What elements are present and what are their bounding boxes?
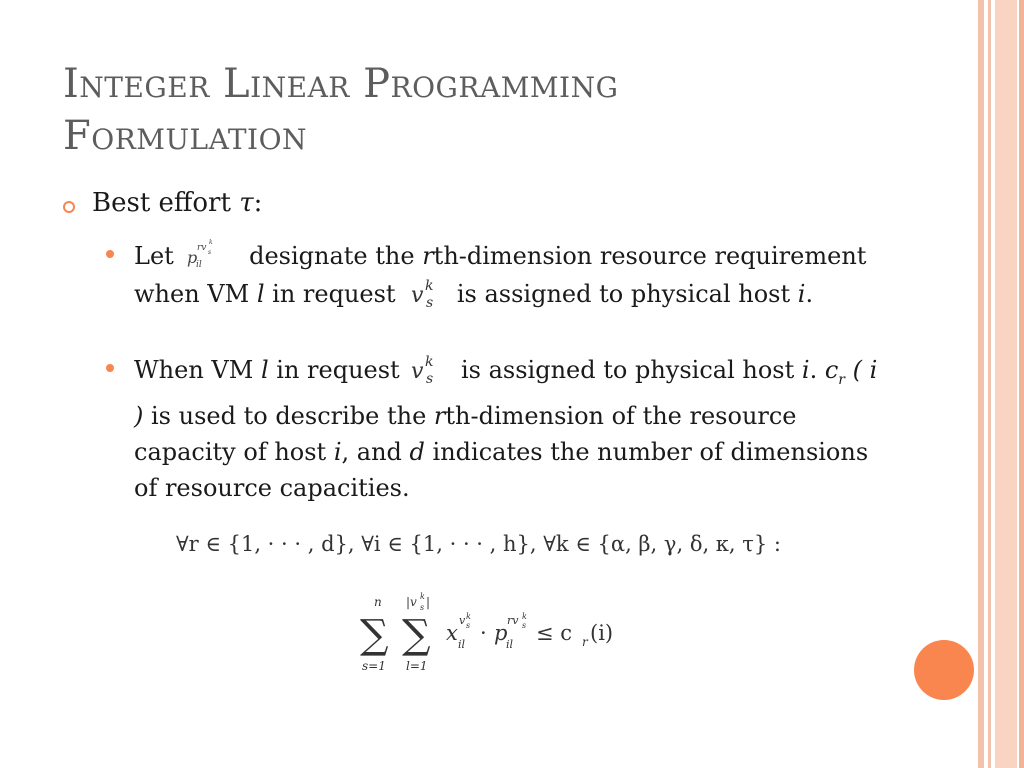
- p-sup-s: s: [522, 621, 527, 630]
- quantifier-equation: ∀r ∈ {1, · · · , d}, ∀i ∈ {1, · · · , h}, ∀k ∈ {α, β, γ, δ, κ, τ} :: [176, 532, 782, 556]
- p-sup: rv: [507, 614, 519, 627]
- svg-text:s: s: [208, 249, 212, 256]
- decorative-circle: [914, 640, 974, 700]
- x-sub: il: [458, 638, 466, 651]
- stripe: [988, 0, 991, 768]
- i-var: i: [801, 356, 810, 384]
- bullet-item-when: [134, 350, 884, 506]
- title-line-1: Integer Linear Programming: [63, 61, 619, 107]
- i-var: i: [797, 280, 806, 308]
- leq-c: ≤ c: [536, 621, 573, 645]
- stripe: [995, 0, 1017, 768]
- sum2-bottom: l=1: [406, 659, 428, 673]
- svg-text:v: v: [411, 283, 424, 308]
- i-var: i: [333, 437, 342, 466]
- c-arg: (i): [590, 621, 614, 645]
- r-subscript: r: [838, 371, 845, 388]
- level1-text: Best effort: [92, 188, 240, 218]
- text: .: [805, 280, 814, 308]
- p-var: p: [494, 621, 508, 645]
- bullet-dot-icon: [106, 364, 114, 372]
- sum1-sigma: ∑: [360, 612, 389, 658]
- svg-text:s: s: [426, 295, 434, 310]
- c-var: c: [824, 356, 839, 384]
- c-sub-r: r: [582, 635, 588, 649]
- sum2-top-k: k: [420, 592, 425, 601]
- svg-text:s: s: [426, 371, 434, 386]
- stripe: [978, 0, 984, 768]
- bullet-ring-icon: [63, 201, 75, 213]
- v-s-k-formula: [403, 274, 449, 310]
- stripe: [1019, 0, 1024, 768]
- l-var: l: [260, 356, 269, 384]
- text: is assigned to physical host: [456, 280, 798, 308]
- text: .: [809, 356, 825, 384]
- p-il-rvsk-formula: [181, 236, 241, 270]
- text: When VM: [134, 356, 261, 384]
- x-sup-k: k: [466, 612, 471, 621]
- text: in request: [268, 356, 400, 384]
- text: designate the: [249, 242, 423, 270]
- cdot: ·: [480, 621, 487, 645]
- svg-text:v: v: [411, 359, 424, 384]
- decorative-stripes: [978, 0, 1024, 768]
- bullet-dot-icon: [106, 250, 114, 258]
- sum2-sigma: ∑: [402, 612, 431, 658]
- svg-text:k: k: [425, 354, 434, 370]
- p-sub: il: [506, 638, 514, 651]
- text: in request: [264, 280, 396, 308]
- sum2-top: |v: [406, 595, 417, 609]
- title-line-2: Formulation: [63, 113, 308, 159]
- bullet-item-let: [134, 236, 884, 312]
- let-word: Let: [134, 242, 174, 270]
- text: is assigned to physical host: [460, 356, 802, 384]
- text: th-dimension resource requirement when VM: [134, 242, 867, 308]
- level1-item: [92, 188, 262, 218]
- x-sup: v: [459, 614, 466, 627]
- d-var: d: [409, 437, 425, 466]
- sum2-top-s: s: [420, 603, 425, 612]
- slide-title: [63, 58, 923, 162]
- p-sup-k: k: [522, 612, 527, 621]
- svg-text:k: k: [209, 239, 214, 246]
- x-var: x: [446, 621, 458, 645]
- i-arg: ( i ): [134, 356, 878, 430]
- r-var: r: [422, 242, 434, 270]
- sum1-top: n: [374, 595, 382, 609]
- level1-colon: :: [253, 188, 263, 218]
- x-sup-s: s: [466, 621, 471, 630]
- text: indicates the number of dimensions of resource capacities.: [134, 437, 869, 502]
- v-s-k-formula: [407, 350, 453, 386]
- text: , and: [341, 437, 410, 466]
- sum1-bottom: s=1: [362, 659, 386, 673]
- svg-text:k: k: [425, 278, 434, 294]
- l-var: l: [256, 280, 265, 308]
- r-var: r: [433, 401, 446, 430]
- svg-text:rv: rv: [197, 243, 207, 253]
- text: th-dimension of the resource capacity of host: [134, 401, 797, 466]
- sum2-top-bar: |: [426, 595, 431, 609]
- tau-symbol: τ: [239, 188, 254, 218]
- text: is used to describe the: [143, 401, 434, 430]
- capacity-constraint-equation: [360, 590, 660, 680]
- svg-text:il: il: [196, 260, 203, 270]
- svg-text:p: p: [187, 248, 198, 267]
